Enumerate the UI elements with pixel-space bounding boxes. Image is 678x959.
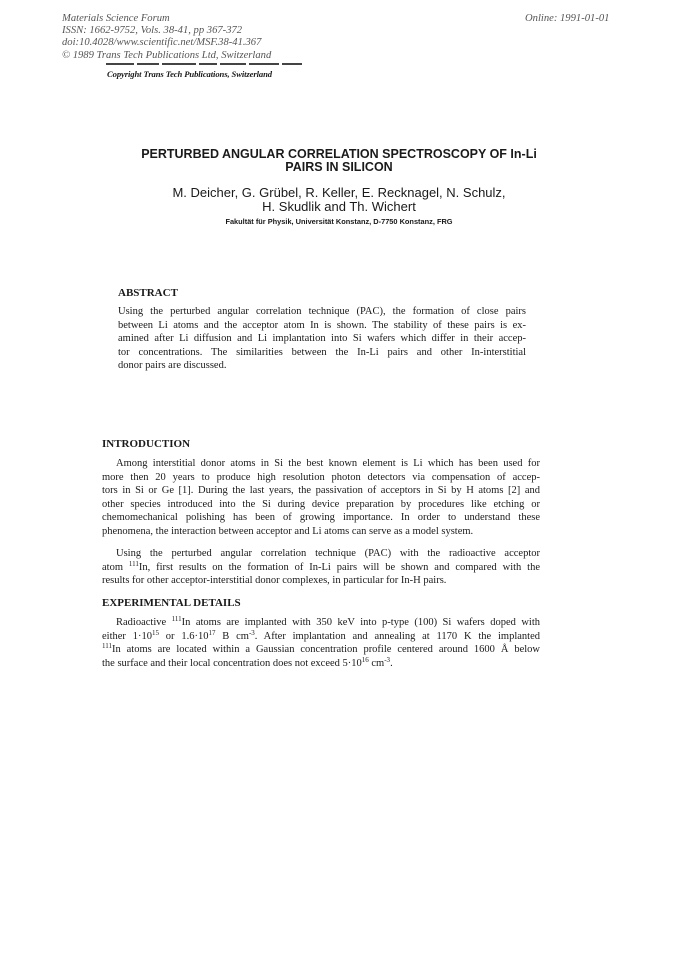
online-date: Online: 1991-01-01 [525,13,610,24]
intro-line: tors in Si or Ge [1]. During the last years, the passivation of acceptors in Si by H atoms [2] and [102,485,540,497]
publisher-line: © 1989 Trans Tech Publications Ltd, Switzerland [62,49,272,61]
intro-line: atom $^{111}$In, first results on the formation of In-Li pairs will be shown and compared with the [102,559,540,573]
abstract-line: amined after Li diffusion and Li implantation into Si wafers which differ in their accep- [118,333,526,345]
exp-line: Radioactive $^{111}$In atoms are implanted with 350 keV into p-type (100) Si wafers doped with [116,615,540,628]
cropped-running-head [106,63,318,67]
issn-line: ISSN: 1662-9752, Vols. 38-41, pp 367-372 [62,25,243,37]
copyright-notice: Copyright Trans Tech Publications, Switzerland [107,69,273,79]
affiliation: Fakultät für Physik, Universität Konstanz, D-7750 Konstanz, FRG [225,217,453,226]
intro-line: phenomena, the interaction between acceptor and Li atoms can serve as a model system. [102,525,474,537]
experimental-heading: EXPERIMENTAL DETAILS [102,597,241,609]
intro-line: more then 20 years to produce high resolution photon detectors via compensation of accep- [102,471,540,483]
abstract-heading: ABSTRACT [118,287,178,299]
abstract-line: donor pairs are discussed. [118,360,227,372]
authors-line1: M. Deicher, G. Grübel, R. Keller, E. Recknagel, N. Schulz, [172,185,506,200]
intro-line: other species introduced into the Si during device preparation by procedures like etching or [102,498,540,510]
authors-line2: H. Skudlik and Th. Wichert [262,199,416,214]
abstract-line: Using the perturbed angular correlation technique (PAC), the formation of close pairs [118,306,526,317]
publication-metadata [62,13,271,62]
intro-line: Among interstitial donor atoms in Si the best known element is Li which has been used for [116,458,540,469]
introduction-paragraph-1 [102,457,540,539]
journal-name: Materials Science Forum [62,13,170,24]
abstract-line: tor concentrations. The similarities between the In-Li pairs and other In-interstitial [118,346,526,358]
intro-line: Using the perturbed angular correlation technique (PAC) with the radioactive acceptor [116,548,540,559]
intro-line: chemomechanical polishing has been of growing importance. In order to understand these [102,512,540,524]
introduction-paragraph-2 [102,547,540,588]
abstract-line: between Li atoms and the acceptor atom In is shown. The stability of these pairs is ex- [118,319,526,331]
intro-line: results for other acceptor-interstitial donor complexes, in particular for In-H pairs. [102,575,447,587]
paper-title-line1: PERTURBED ANGULAR CORRELATION SPECTROSCOPY OF In-Li [141,147,537,161]
exp-line: either $1\cdot 10^{15}$ or $1.6\cdot 10^{17}$ B $cm^{-3}$. After implantation and annealing at 1170 K the implanted [102,628,540,642]
introduction-heading: INTRODUCTION [102,438,191,450]
exp-line: the surface and their local concentration does not exceed $5\cdot 10^{16}$ $cm^{-3}$. [102,655,393,669]
experimental-paragraph [102,616,540,670]
paper-title-line2: PAIRS IN SILICON [285,160,393,174]
doi-line[interactable]: doi:10.4028/www.scientific.net/MSF.38-41.367 [62,37,262,49]
exp-line: $^{111}$In atoms are located within a Gaussian concentration profile centered around 1600 Å below [102,642,540,656]
abstract-body [118,305,526,373]
